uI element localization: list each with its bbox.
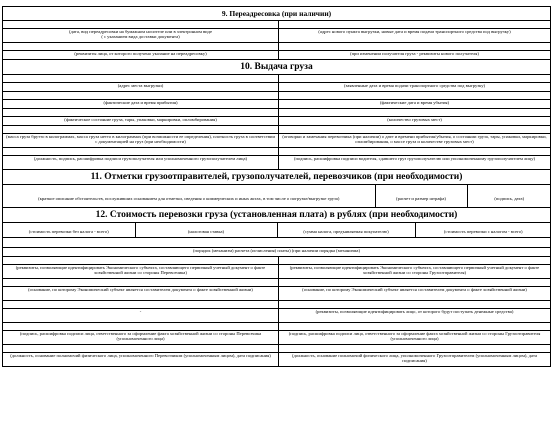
section10-caption-arrival: (фактические дата и время прибытия) [3, 100, 279, 109]
section10-caption-places: (количество грузовых мест) [279, 117, 551, 126]
section9-field-requester [3, 43, 279, 51]
section11-marks-row [3, 185, 551, 208]
section12-field-empty [3, 301, 279, 309]
section12-caption-tax-rate: (налоговая ставка) [135, 229, 277, 237]
section9-field-date [3, 21, 279, 29]
section12-caption-cost-no-tax: (стоимость перевозки без налога - всего) [28, 229, 109, 234]
section12-caption-shipper-sign: (подпись, расшифровка подписи лица, ответственного за оформление факта хозяйственной жизни со стороны Грузоотправителя (уполномоченного лица) [279, 331, 551, 345]
section12-caption-cost-with-tax: (стоимость перевозки с налогом - всего) [415, 229, 551, 237]
section10-field-remarks [279, 126, 551, 134]
section10-field-departure [279, 92, 551, 100]
section12-caption-shipper-basis: (основание, по которому Экономический субъект является составителем документа о факте хозяйственной жизни) [279, 287, 551, 301]
section12-field-payer [279, 301, 551, 309]
section10-field-arrival [3, 92, 279, 100]
waybill-form-page [0, 6, 552, 446]
section12-caption-carrier-sign: (подпись, расшифровка подписи лица, ответственного за оформление факта хозяйственной жизни со стороны Перевозчика (уполномоченного лица) [3, 331, 279, 345]
section12-caption-calc: (порядок (механизм) расчета (исчисления) платы) (при наличии порядка (механизма) [3, 248, 551, 257]
section10-field-places [279, 109, 551, 117]
section10-caption-unload-address: (адрес места выгрузки) [3, 83, 279, 92]
section10-caption-declared-time: (заявленные дата и время подачи транспортного средства под выгрузку) [279, 83, 551, 92]
section12-field-carrier-position [3, 345, 279, 353]
section12-field-shipper-sign [279, 323, 551, 331]
section9-caption-new-address: (адрес нового пункта выгрузки, новые дата и время подачи транспортного средства под выгрузку) [279, 29, 551, 43]
section12-field-shipper-position [279, 345, 551, 353]
section10-caption-departure: (фактические дата и время убытия) [279, 100, 551, 109]
section10-caption-driver-sign: (подпись, расшифровка подписи водителя, сдавшего груз грузополучателю или уполномоченному грузополучателем лицу) [279, 156, 551, 170]
section12-caption-shipper-position: (должность, основание полномочий физического лица, уполномоченного Грузоотправителем (уполномоченным лицом), дата подписания) [279, 353, 551, 367]
section9-caption-new-receiver: (при изменении получателя груза - реквизиты нового получателя) [279, 51, 551, 60]
section10-field-unload-address [3, 75, 279, 83]
section12-field-carrier-basis [3, 279, 279, 287]
section12-field-carrier-requisites [3, 257, 279, 265]
section11-title: 11. Отметки грузоотправителей, грузополучателей, перевозчиков (при необходимости) [3, 170, 551, 185]
section11-caption-description: (краткое описание обстоятельств, послуживших основанием для отметки, сведения о коммерческих и иных актах, в том числе о погрузке/выгрузке груза) [38, 196, 340, 201]
section12-caption-dash: - [3, 309, 279, 323]
section9-caption-requester: (реквизиты лица, от которого получено указание на переадресовку) [3, 51, 279, 60]
section12-field-carrier-sign [3, 323, 279, 331]
section10-caption-remarks: (оговорки и замечания перевозчика (при наличии) о дате и времени прибытия/убытия, о состоянии груза, тары, упаковки, маркировки, опломбирования, о массе груза и количестве грузовых мест) [279, 134, 551, 148]
section12-field-shipper-basis [279, 279, 551, 287]
section12-caption-tax-sum: (сумма налога, предъявляемая покупателю) [277, 229, 415, 237]
section10-field-receiver-sign [3, 148, 279, 156]
section12-field-shipper-requisites [279, 257, 551, 265]
section10-field-driver-sign [279, 148, 551, 156]
section12-field-calc [3, 238, 551, 248]
section10-field-mass [3, 126, 279, 134]
section12-caption-carrier-position: (должность, основание полномочий физического лица, уполномоченного Перевозчиком (уполномоченным лицом), дата подписания) [3, 353, 279, 367]
section10-caption-mass: (масса груза брутто в килограммах, масса груза нетто в килограммах (при возможности ее определения), плотность груза в соответствии с документацией на груз (при необходимости) [3, 134, 279, 148]
section9-caption-date: (дата, вид переадресовки на бумажном носителе или в электронном виде ( с указанием вида доставки документа) [3, 29, 279, 43]
section10-title: 10. Выдача груза [3, 60, 551, 75]
section12-caption-shipper-requisites: (реквизиты, позволяющие идентифицировать Экономического субъекта, составляющего первичный учетный документ о факте хозяйственной жизни со стороны Грузоотправителя) [279, 265, 551, 279]
section12-caption-carrier-requisites: (реквизиты, позволяющие идентифицировать Экономического субъекта, составляющего первичный учетный документ о факте хозяйственной жизни со стороны Перевозчика) [3, 265, 279, 279]
section10-field-condition [3, 109, 279, 117]
section12-caption-payer: (реквизиты, позволяющие идентифицировать лицо, от которого будут поступать денежные средства) [279, 309, 551, 323]
section10-caption-condition: (фактическое состояние груза, тары, упаковки, маркировки, опломбирования) [3, 117, 279, 126]
section12-title: 12. Стоимость перевозки груза (установленная плата) в рублях (при необходимости) [3, 208, 551, 223]
section9-field-new-address [279, 21, 551, 29]
section9-title: 9. Переадресовка (при наличии) [3, 7, 551, 21]
section10-field-declared-time [279, 75, 551, 83]
section12-caption-carrier-basis: (основание, по которому Экономический субъект является составителем документа о факте хозяйственной жизни) [3, 287, 279, 301]
section11-caption-sign: (подпись, дата) [467, 196, 551, 207]
section9-field-new-receiver [279, 43, 551, 51]
waybill-form-table [2, 6, 551, 367]
section10-caption-receiver-sign: (должность, подпись, расшифровка подписи грузополучателя или уполномоченного грузополучателем лица) [3, 156, 279, 170]
section11-caption-fine: (расчет и размер штрафа) [375, 196, 467, 207]
section12-cost-row [3, 223, 551, 238]
